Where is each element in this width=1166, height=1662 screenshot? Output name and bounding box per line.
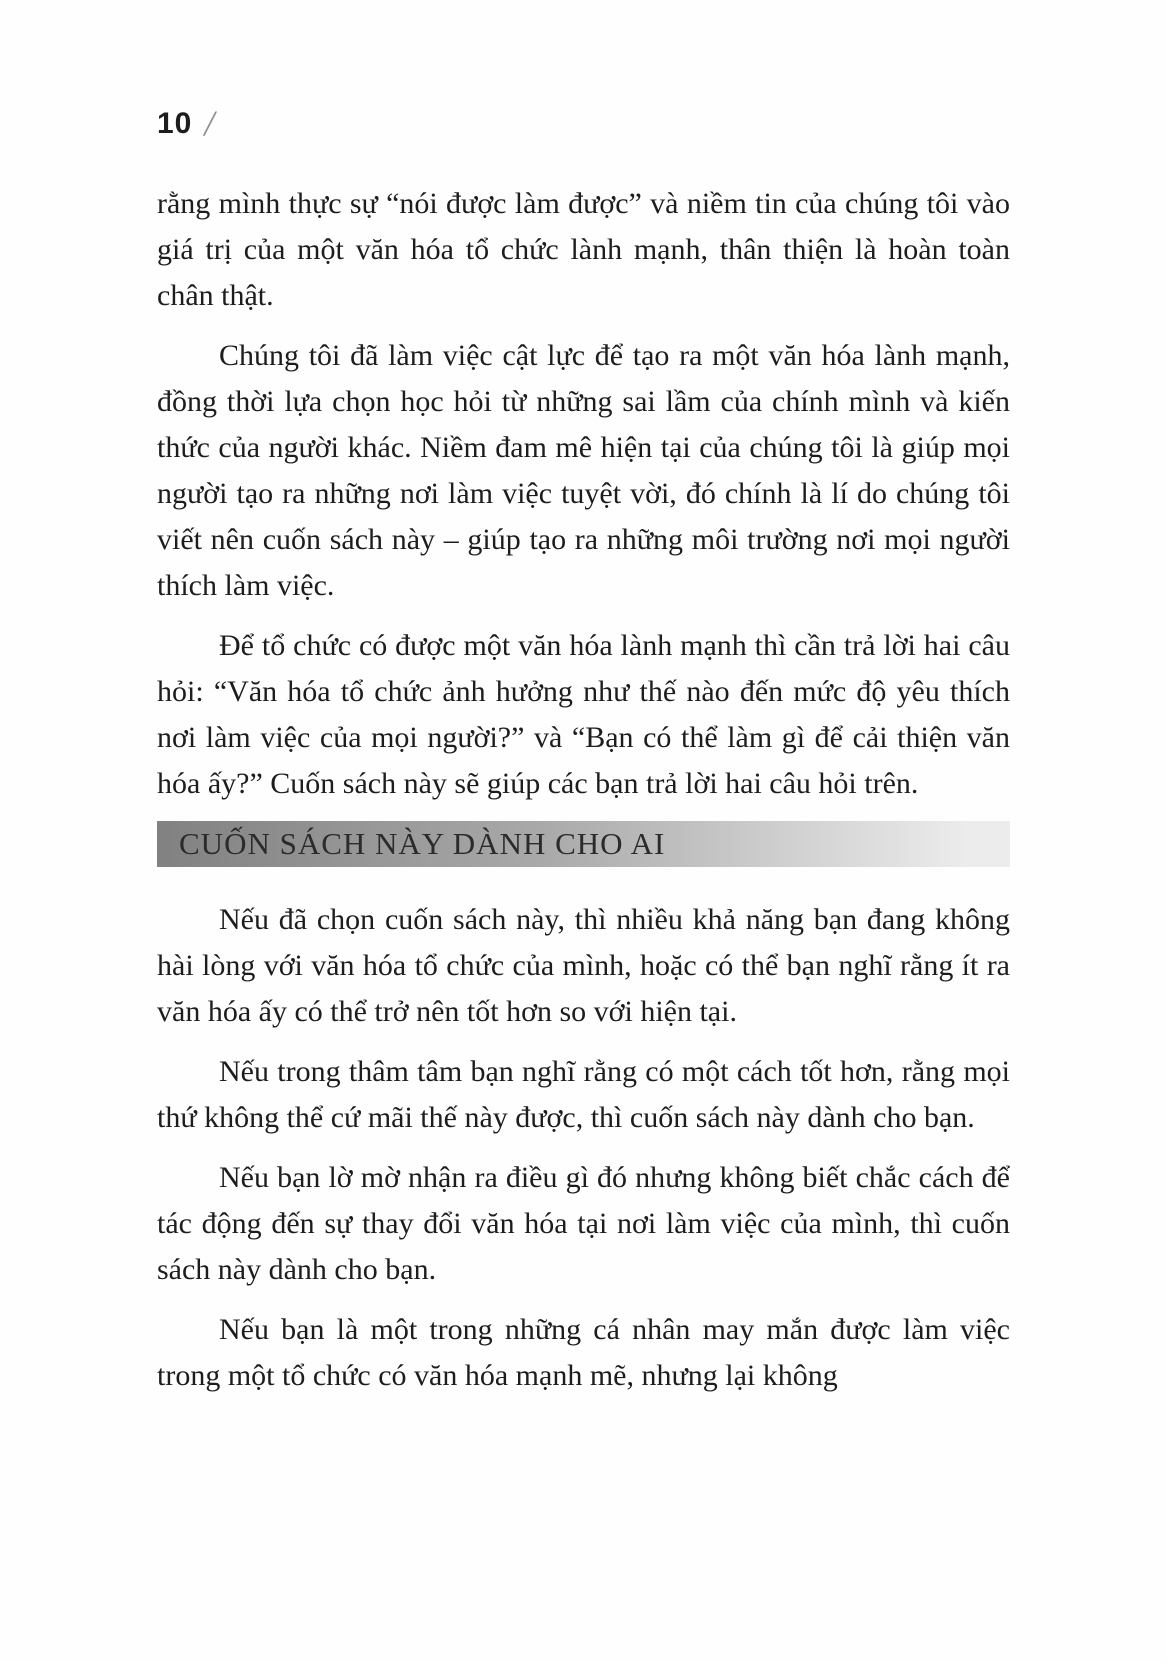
section-heading: CUỐN SÁCH NÀY DÀNH CHO AI (179, 826, 666, 861)
paragraph: Để tổ chức có được một văn hóa lành mạnh thì cần trả lời hai câu hỏi: “Văn hóa tổ chức ảnh hưởng như thế nào đến mức độ yêu thích nơi làm việc của mọi người?” và “Bạn có thể làm gì để cải thiện văn hóa ấy?” Cuốn sách này sẽ giúp các bạn trả lời hai câu hỏi trên. (157, 629, 1010, 800)
section-heading-bar (157, 821, 1010, 867)
paragraph: Chúng tôi đã làm việc cật lực để tạo ra một văn hóa lành mạnh, đồng thời lựa chọn học hỏi từ những sai lầm của chính mình và kiến thức của người khác. Niềm đam mê hiện tại của chúng tôi là giúp mọi người tạo ra những nơi làm việc tuyệt vời, đó chính là lí do chúng tôi viết nên cuốn sách này – giúp tạo ra những môi trường nơi mọi người thích làm việc. (157, 339, 1010, 602)
folio-slash-mark: / (204, 103, 215, 143)
page-number: 10 (157, 107, 193, 140)
paragraph: Nếu bạn lờ mờ nhận ra điều gì đó nhưng không biết chắc cách để tác động đến sự thay đổi văn hóa tại nơi làm việc của mình, thì cuốn sách này dành cho bạn. (157, 1161, 1010, 1286)
paragraph: Nếu bạn là một trong những cá nhân may mắn được làm việc trong một tổ chức có văn hóa mạnh mẽ, nhưng lại không (157, 1313, 1010, 1392)
paragraph: Nếu đã chọn cuốn sách này, thì nhiều khả năng bạn đang không hài lòng với văn hóa tổ chức của mình, hoặc có thể bạn nghĩ rằng ít ra văn hóa ấy có thể trở nên tốt hơn so với hiện tại. (157, 903, 1010, 1028)
page-folio (157, 100, 214, 142)
paragraph: rằng mình thực sự “nói được làm được” và niềm tin của chúng tôi vào giá trị của một văn hóa tổ chức lành mạnh, thân thiện là hoàn toàn chân thật. (157, 187, 1010, 312)
page-content (157, 181, 1010, 1413)
paragraph: Nếu trong thâm tâm bạn nghĩ rằng có một cách tốt hơn, rằng mọi thứ không thể cứ mãi thế này được, thì cuốn sách này dành cho bạn. (157, 1055, 1010, 1134)
